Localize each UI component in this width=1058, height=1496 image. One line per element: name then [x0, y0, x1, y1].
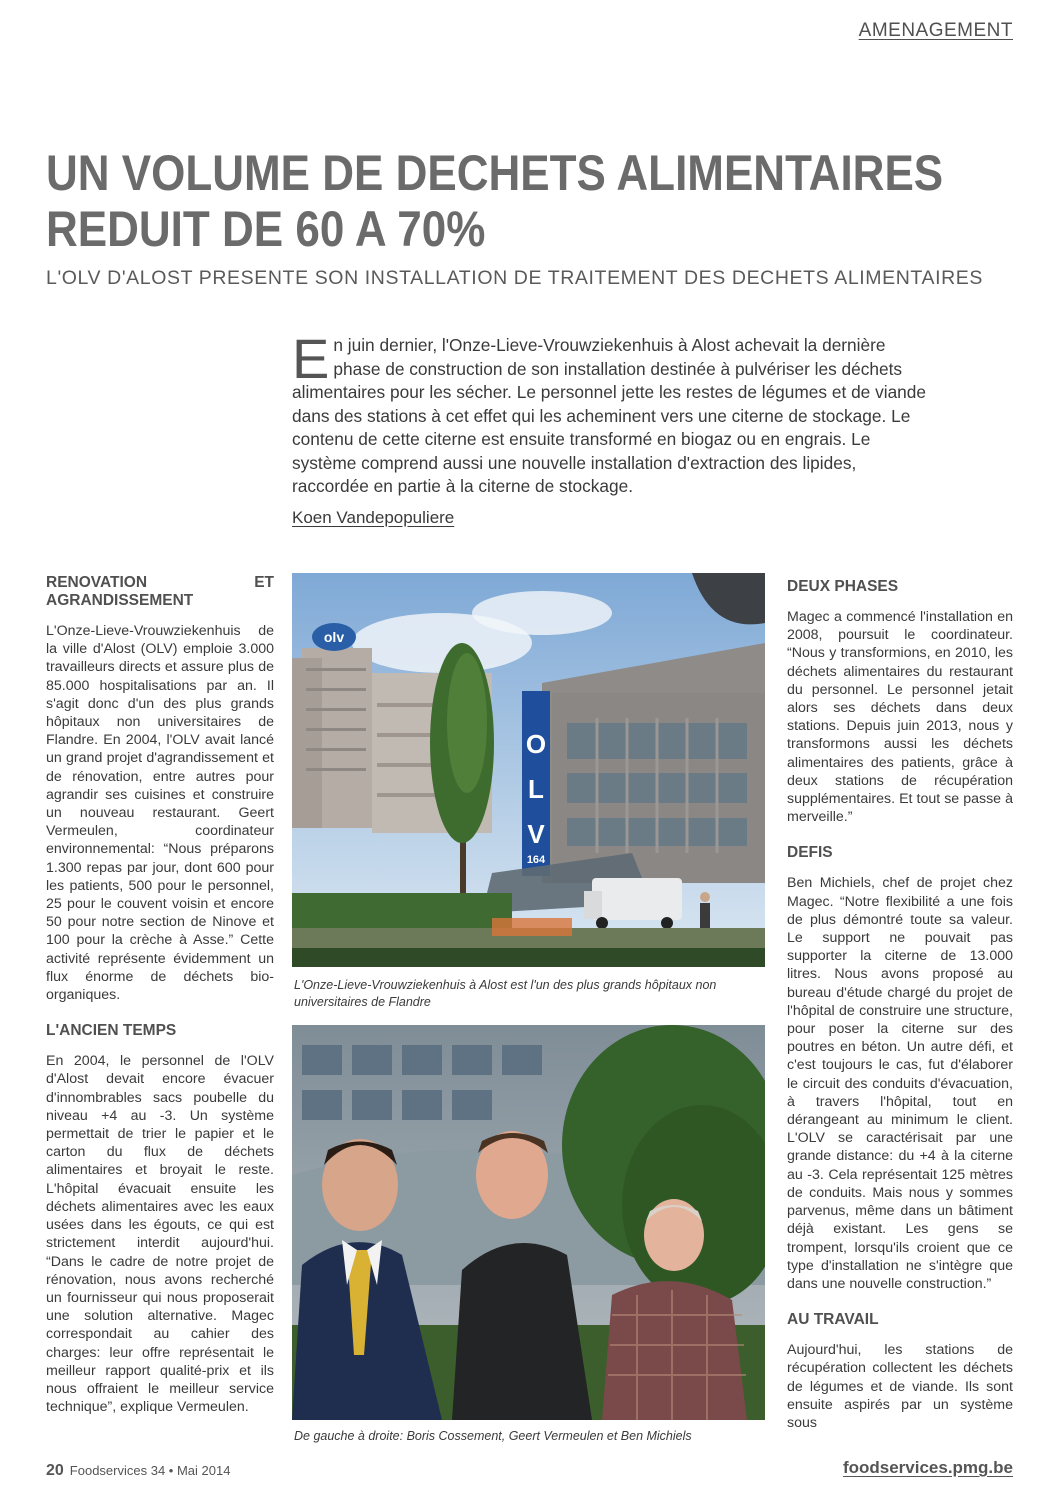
section-heading-defis: DEFIS — [787, 844, 833, 862]
left-column — [46, 574, 274, 1434]
lead-text: n juin dernier, l'Onze-Lieve-Vrouwziekenhuis à Alost achevait la dernière phase de construction de son installation destinée à pulvériser les déchets alimentaires pour les sécher. Le personnel jette les restes de légumes et de viande dans des stations à cet effet qui les acheminent vers une citerne de stockage. Le contenu de cette citerne est ensuite transformé en biogaz ou en engrais. Le système comprend aussi une nouvelle installation d'extraction des lipides, raccordée en partie à la citerne de stockage. — [292, 335, 927, 496]
headline-line-2: REDUIT DE 60 A 70% — [46, 201, 486, 257]
section-body-renovation: L'Onze-Lieve-Vrouwziekenhuis de la ville d'Alost (OLV) emploie 3.000 travailleurs directs et assure plus de 85.000 hospitalisations par an. Il s'agit donc d'un des plus grands hôpitaux non universitaires de Flandre. En 2004, l'OLV avait lancé un grand projet d'agrandissement et de rénovation, entre autres pour agrandir ses cuisines et construire un nouveau restaurant. Geert Vermeulen, coordinateur environnemental: “Nous préparons 1.300 repas par jour, dont 600 pour les patients, 500 pour le personnel, 25 pour le couvent voisin et encore 50 pour notre section de Ninove et 100 pour la crèche à Asse.” Cette activité représente évidemment un flux énorme de déchets bio-organiques. — [46, 623, 274, 1004]
website-link[interactable]: foodservices.pmg.be — [842, 1458, 1013, 1477]
issue-info: Foodservices 34 • Mai 2014 — [69, 1463, 231, 1478]
photo1-caption: L'Onze-Lieve-Vrouwziekenhuis à Alost est l'un des plus grands hôpitaux non universitaires de Flandre — [294, 978, 717, 1009]
section-heading-renovation: RENOVATION ET AGRANDISSEMENT — [46, 574, 274, 609]
right-column — [787, 578, 1013, 1450]
hospital-building-photo — [292, 573, 765, 967]
author-byline[interactable]: Koen Vandepopuliere — [292, 508, 455, 527]
sign-letter-v: V — [527, 819, 545, 849]
section-heading-deux-phases: DEUX PHASES — [787, 578, 899, 595]
headline-line-1: UN VOLUME DE DECHETS ALIMENTAIRES — [46, 145, 944, 201]
drop-cap: E — [292, 327, 330, 390]
footer-issue — [46, 1462, 230, 1480]
section-body-defis: Ben Michiels, chef de projet chez Magec. “Notre flexibilité a une fois de plus démontré toute sa valeur. Le support ne pouvait pas supporter la citerne de 13.000 litres. Nous avons proposé au bureau d'étude chargé du projet de l'hôpital de construire une structure, pour poser la citerne sur des poutres en béton. Un autre défi, et c'est toujours le cas, fut d'élaborer le circuit des conduits d'évacuation, à travers l'hôpital, tout en dérangeant au minimum le client. L'OLV se caractérisait par une grande distance: du +4 à la citerne au -3. Cela représentait 125 mètres de conduits. Mais nous y sommes parvenus, même dans un bâtiment déjà existant. Les gens se trompent, lorsqu'ils croient que ce type d'installation ne s'intègre que dans une nouvelle construction.” — [787, 875, 1013, 1292]
three-men-photo — [292, 1025, 765, 1420]
section-body-ancien-temps: En 2004, le personnel de l'OLV d'Alost devait encore évacuer d'innombrables sacs poubelle du niveau +4 au -3. Un système permettait de trier le papier et le carton du flux de déchets alimentaires et broyait le reste. L'hôpital évacuait ensuite les déchets alimentaires avec les eaux usées dans les égouts, ce qui est strictement interdit aujourd'hui. “Dans le cadre de notre projet de rénovation, nous avons recherché un fournisseur qui nous proposerait une solution alternative. Magec correspondait au cahier des charges: leur offre représentait le meilleur rapport qualité-prix et ils nous offraient le meilleur service technique”, explique Vermeulen. — [46, 1053, 274, 1416]
section-body-deux-phases: Magec a commencé l'installation en 2008, poursuit le coordinateur. “Nous y transformions, en 2010, les déchets alimentaires du restaurant du personnel. Le personnel jetait alors ses déchets dans deux stations. Depuis juin 2013, nous y transformons aussi les déchets alimentaires des patients, grâce à deux stations de récupération supplémentaires. Et tout se passe à merveille.” — [787, 609, 1013, 826]
subheadline: L'OLV D'ALOST PRESENTE SON INSTALLATION DE TRAITEMENT DES DECHETS ALIMENTAIRES — [46, 267, 984, 289]
section-heading-ancien-temps: L'ANCIEN TEMPS — [46, 1022, 177, 1040]
sign-letter-o: O — [525, 729, 547, 759]
sign-letter-l: L — [528, 774, 544, 804]
lead-paragraph — [292, 327, 932, 499]
roof-logo-text: olv — [323, 629, 345, 645]
sign-number: 164 — [526, 854, 546, 866]
section-body-au-travail: Aujourd'hui, les stations de récupération collectent les déchets de légumes et de viande. Ils sont ensuite aspirés par un système sous — [787, 1342, 1013, 1431]
page-number: 20 — [46, 1462, 64, 1479]
photo2-caption: De gauche à droite: Boris Cossement, Geert Vermeulen et Ben Michiels — [294, 1429, 692, 1443]
headline — [46, 145, 1014, 257]
section-heading-au-travail: AU TRAVAIL — [787, 1311, 879, 1329]
section-tag: AMENAGEMENT — [858, 20, 1013, 41]
